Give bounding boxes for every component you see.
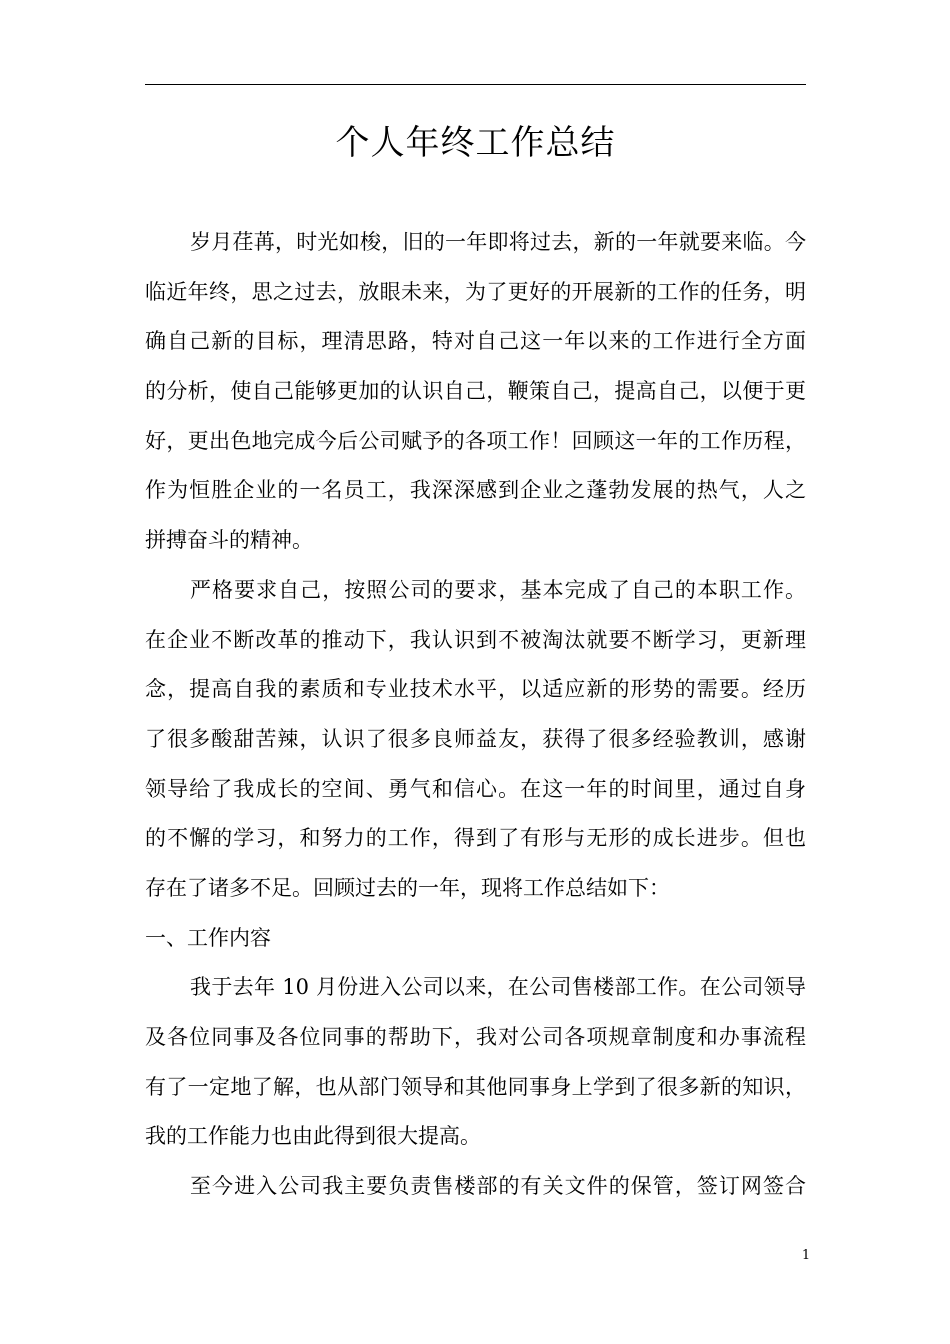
text-line: 的分析，使自己能够更加的认识自己，鞭策自己，提高自己，以便于更 (145, 379, 806, 404)
text-line: 确自己新的目标，理清思路，特对自己这一年以来的工作进行全方面 (145, 329, 806, 354)
text-line: 拼搏奋斗的精神。 (145, 528, 313, 553)
paragraph-first-line: 我于去年 10 月份进入公司以来，在公司售楼部工作。在公司领导 (190, 975, 806, 1000)
text-line: 好，更出色地完成今后公司赋予的各项工作！回顾这一年的工作历程， (145, 428, 806, 453)
page-title: 个人年终工作总结 (335, 123, 616, 163)
header-rule (145, 84, 806, 85)
page-number: 1 (801, 1248, 811, 1263)
text-line: 有了一定地了解，也从部门领导和其他同事身上学到了很多新的知识， (145, 1074, 806, 1099)
text-line: 我的工作能力也由此得到很大提高。 (145, 1124, 481, 1149)
text-line: 作为恒胜企业的一名员工，我深深感到企业之蓬勃发展的热气，人之 (145, 478, 806, 503)
paragraph-first-line: 岁月荏苒，时光如梭，旧的一年即将过去，新的一年就要来临。今 (190, 230, 806, 254)
text-line: 临近年终，思之过去，放眼未来，为了更好的开展新的工作的任务，明 (145, 279, 806, 304)
text-line: 领导给了我成长的空间、勇气和信心。在这一年的时间里，通过自身 (145, 776, 806, 801)
paragraph-first-line: 至今进入公司我主要负责售楼部的有关文件的保管，签订网签合 (190, 1174, 806, 1199)
text-line: 一、工作内容 (145, 925, 271, 950)
paragraph-first-line: 严格要求自己，按照公司的要求，基本完成了自己的本职工作。 (190, 577, 806, 602)
text-line: 念，提高自我的素质和专业技术水平，以适应新的形势的需要。经历 (145, 677, 806, 702)
text-line: 及各位同事及各位同事的帮助下，我对公司各项规章制度和办事流程 (145, 1025, 806, 1049)
text-line: 了很多酸甜苦辣，认识了很多良师益友，获得了很多经验教训，感谢 (145, 726, 806, 751)
text-line: 在企业不断改革的推动下，我认识到不被淘汰就要不断学习，更新理 (145, 627, 806, 652)
text-line: 的不懈的学习，和努力的工作，得到了有形与无形的成长进步。但也 (145, 826, 806, 851)
body-text (145, 218, 806, 1212)
text-line: 存在了诸多不足。回顾过去的一年，现将工作总结如下： (145, 875, 670, 900)
